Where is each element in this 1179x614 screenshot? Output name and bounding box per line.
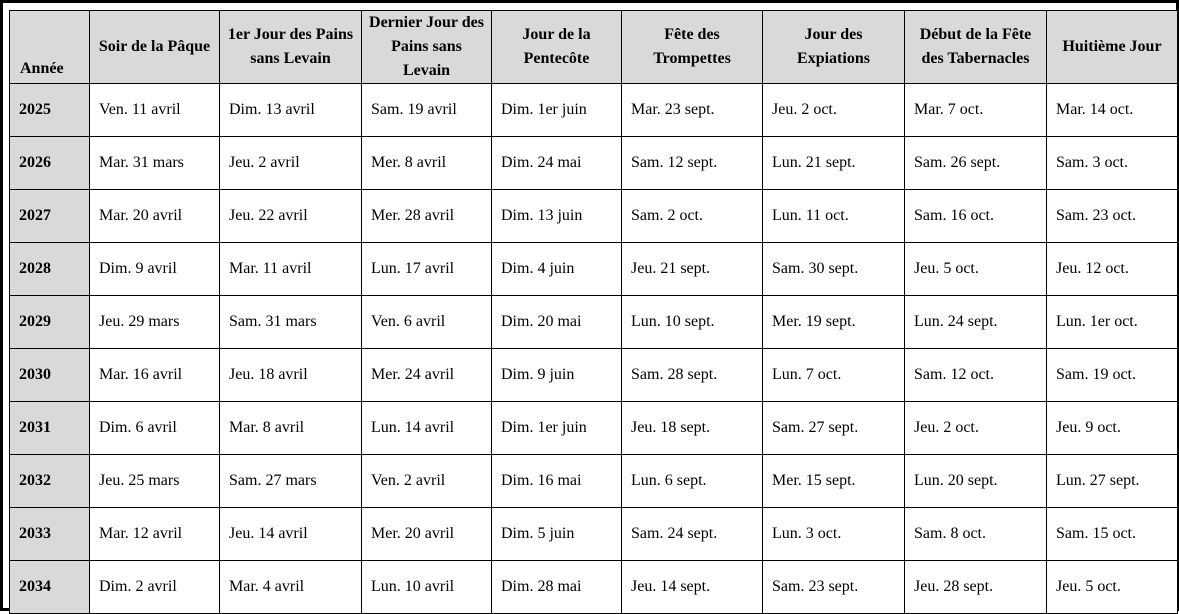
cell-last-day-unleavened-bread: Mer. 24 avril (362, 349, 492, 402)
cell-first-day-unleavened-bread: Mar. 8 avril (220, 402, 362, 455)
cell-tabernacles-start: Sam. 26 sept. (905, 137, 1047, 190)
header-passover-evening: Soir de la Pâque (90, 11, 220, 84)
cell-first-day-unleavened-bread: Jeu. 22 avril (220, 190, 362, 243)
header-eighth-day: Huitième Jour (1047, 11, 1178, 84)
cell-pentecost: Dim. 1er juin (492, 402, 622, 455)
cell-passover-evening: Mar. 12 avril (90, 508, 220, 561)
cell-tabernacles-start: Lun. 24 sept. (905, 296, 1047, 349)
cell-atonement: Mer. 15 sept. (763, 455, 905, 508)
cell-pentecost: Dim. 20 mai (492, 296, 622, 349)
cell-eighth-day: Sam. 19 oct. (1047, 349, 1178, 402)
cell-pentecost: Dim. 16 mai (492, 455, 622, 508)
cell-pentecost: Dim. 28 mai (492, 561, 622, 614)
cell-eighth-day: Sam. 15 oct. (1047, 508, 1178, 561)
cell-last-day-unleavened-bread: Mer. 20 avril (362, 508, 492, 561)
cell-last-day-unleavened-bread: Mer. 8 avril (362, 137, 492, 190)
cell-eighth-day: Jeu. 5 oct. (1047, 561, 1178, 614)
cell-last-day-unleavened-bread: Lun. 14 avril (362, 402, 492, 455)
header-row (10, 11, 1178, 84)
cell-tabernacles-start: Sam. 16 oct. (905, 190, 1047, 243)
cell-atonement: Mer. 19 sept. (763, 296, 905, 349)
cell-eighth-day: Sam. 23 oct. (1047, 190, 1178, 243)
cell-passover-evening: Dim. 2 avril (90, 561, 220, 614)
cell-eighth-day: Jeu. 9 oct. (1047, 402, 1178, 455)
cell-trumpets: Sam. 24 sept. (622, 508, 763, 561)
cell-tabernacles-start: Sam. 8 oct. (905, 508, 1047, 561)
cell-year: 2032 (10, 455, 90, 508)
cell-trumpets: Jeu. 18 sept. (622, 402, 763, 455)
cell-pentecost: Dim. 24 mai (492, 137, 622, 190)
cell-tabernacles-start: Sam. 12 oct. (905, 349, 1047, 402)
cell-atonement: Lun. 11 oct. (763, 190, 905, 243)
cell-year: 2025 (10, 84, 90, 137)
header-tabernacles-start: Début de la Fête des Tabernacles (905, 11, 1047, 84)
cell-tabernacles-start: Mar. 7 oct. (905, 84, 1047, 137)
cell-passover-evening: Mar. 31 mars (90, 137, 220, 190)
cell-trumpets: Jeu. 14 sept. (622, 561, 763, 614)
table-row (10, 561, 1178, 614)
cell-pentecost: Dim. 1er juin (492, 84, 622, 137)
cell-atonement: Sam. 23 sept. (763, 561, 905, 614)
cell-trumpets: Lun. 6 sept. (622, 455, 763, 508)
header-first-day-unleavened-bread: 1er Jour des Pains sans Levain (220, 11, 362, 84)
table-row (10, 455, 1178, 508)
cell-tabernacles-start: Jeu. 5 oct. (905, 243, 1047, 296)
cell-pentecost: Dim. 5 juin (492, 508, 622, 561)
cell-pentecost: Dim. 9 juin (492, 349, 622, 402)
cell-atonement: Sam. 27 sept. (763, 402, 905, 455)
table-row (10, 84, 1178, 137)
cell-trumpets: Lun. 10 sept. (622, 296, 763, 349)
cell-year: 2026 (10, 137, 90, 190)
cell-first-day-unleavened-bread: Jeu. 18 avril (220, 349, 362, 402)
cell-year: 2034 (10, 561, 90, 614)
cell-year: 2030 (10, 349, 90, 402)
cell-year: 2033 (10, 508, 90, 561)
cell-year: 2028 (10, 243, 90, 296)
cell-eighth-day: Lun. 1er oct. (1047, 296, 1178, 349)
header-trumpets: Fête des Trompettes (622, 11, 763, 84)
cell-tabernacles-start: Jeu. 28 sept. (905, 561, 1047, 614)
cell-year: 2027 (10, 190, 90, 243)
cell-last-day-unleavened-bread: Ven. 6 avril (362, 296, 492, 349)
table-row (10, 137, 1178, 190)
cell-passover-evening: Jeu. 25 mars (90, 455, 220, 508)
cell-trumpets: Mar. 23 sept. (622, 84, 763, 137)
table-row (10, 296, 1178, 349)
cell-passover-evening: Mar. 20 avril (90, 190, 220, 243)
cell-first-day-unleavened-bread: Mar. 11 avril (220, 243, 362, 296)
cell-eighth-day: Jeu. 12 oct. (1047, 243, 1178, 296)
header-last-day-unleavened-bread: Dernier Jour des Pains sans Levain (362, 11, 492, 84)
cell-last-day-unleavened-bread: Ven. 2 avril (362, 455, 492, 508)
cell-atonement: Lun. 7 oct. (763, 349, 905, 402)
cell-passover-evening: Dim. 6 avril (90, 402, 220, 455)
cell-year: 2029 (10, 296, 90, 349)
cell-atonement: Lun. 3 oct. (763, 508, 905, 561)
header-year: Année (10, 11, 90, 84)
cell-first-day-unleavened-bread: Mar. 4 avril (220, 561, 362, 614)
cell-year: 2031 (10, 402, 90, 455)
cell-trumpets: Sam. 28 sept. (622, 349, 763, 402)
cell-trumpets: Sam. 2 oct. (622, 190, 763, 243)
cell-eighth-day: Sam. 3 oct. (1047, 137, 1178, 190)
cell-last-day-unleavened-bread: Lun. 17 avril (362, 243, 492, 296)
cell-atonement: Jeu. 2 oct. (763, 84, 905, 137)
cell-trumpets: Jeu. 21 sept. (622, 243, 763, 296)
header-atonement: Jour des Expiations (763, 11, 905, 84)
cell-first-day-unleavened-bread: Jeu. 14 avril (220, 508, 362, 561)
cell-passover-evening: Dim. 9 avril (90, 243, 220, 296)
cell-last-day-unleavened-bread: Lun. 10 avril (362, 561, 492, 614)
cell-last-day-unleavened-bread: Sam. 19 avril (362, 84, 492, 137)
cell-first-day-unleavened-bread: Sam. 27 mars (220, 455, 362, 508)
table-row (10, 349, 1178, 402)
cell-pentecost: Dim. 4 juin (492, 243, 622, 296)
cell-atonement: Lun. 21 sept. (763, 137, 905, 190)
cell-first-day-unleavened-bread: Dim. 13 avril (220, 84, 362, 137)
cell-passover-evening: Mar. 16 avril (90, 349, 220, 402)
cell-pentecost: Dim. 13 juin (492, 190, 622, 243)
table-body (10, 84, 1178, 614)
cell-tabernacles-start: Lun. 20 sept. (905, 455, 1047, 508)
table-row (10, 243, 1178, 296)
cell-trumpets: Sam. 12 sept. (622, 137, 763, 190)
cell-atonement: Sam. 30 sept. (763, 243, 905, 296)
festival-dates-table (9, 10, 1178, 614)
cell-tabernacles-start: Jeu. 2 oct. (905, 402, 1047, 455)
cell-passover-evening: Ven. 11 avril (90, 84, 220, 137)
cell-last-day-unleavened-bread: Mer. 28 avril (362, 190, 492, 243)
table-row (10, 402, 1178, 455)
cell-first-day-unleavened-bread: Sam. 31 mars (220, 296, 362, 349)
cell-eighth-day: Mar. 14 oct. (1047, 84, 1178, 137)
table-row (10, 508, 1178, 561)
header-pentecost: Jour de la Pentecôte (492, 11, 622, 84)
cell-first-day-unleavened-bread: Jeu. 2 avril (220, 137, 362, 190)
cell-passover-evening: Jeu. 29 mars (90, 296, 220, 349)
cell-eighth-day: Lun. 27 sept. (1047, 455, 1178, 508)
table-row (10, 190, 1178, 243)
